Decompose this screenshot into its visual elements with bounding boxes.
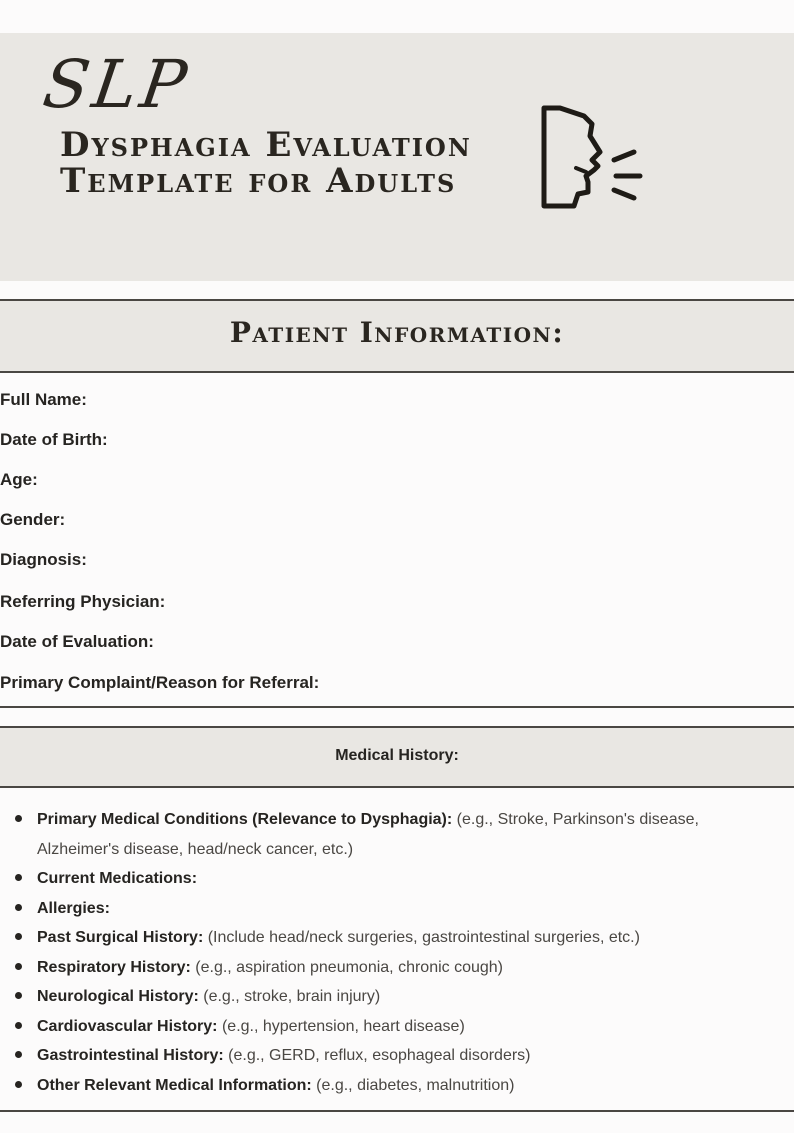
divider — [0, 786, 794, 788]
medical-history-list — [0, 805, 780, 1100]
divider — [0, 706, 794, 708]
item-label: Current Medications: — [37, 870, 198, 887]
item-label: Neurological History: — [37, 988, 199, 1005]
list-item — [0, 894, 780, 924]
item-detail: (e.g., diabetes, malnutrition) — [311, 1076, 515, 1094]
field-full-name: Full Name: — [0, 390, 87, 409]
field-gender: Gender: — [0, 510, 66, 529]
medical-history-heading: Medical History: — [335, 747, 459, 764]
item-detail: (e.g., GERD, reflux, esophageal disorders) — [223, 1047, 531, 1064]
item-detail: (Include head/neck surgeries, gastrointestinal surgeries, etc.) — [203, 929, 640, 946]
item-detail: (e.g., aspiration pneumonia, chronic cough) — [190, 958, 504, 976]
list-item — [0, 1041, 780, 1071]
list-item — [0, 1012, 780, 1042]
field-age: Age: — [0, 470, 38, 489]
list-item — [0, 864, 780, 894]
divider — [0, 371, 794, 373]
document-title-line2: Template for Adults — [60, 161, 457, 201]
slp-logo-text: SLP — [38, 46, 195, 123]
field-primary-complaint: Primary Complaint/Reason for Referral: — [0, 673, 320, 692]
list-item — [0, 805, 780, 864]
field-date-of-evaluation: Date of Evaluation: — [0, 632, 154, 651]
list-item — [0, 923, 780, 953]
divider — [0, 1110, 794, 1112]
list-item — [0, 1071, 780, 1101]
field-date-of-birth: Date of Birth: — [0, 430, 108, 449]
item-detail: (e.g., hypertension, heart disease) — [217, 1017, 465, 1035]
list-item — [0, 982, 780, 1012]
item-label: Respiratory History: — [37, 958, 191, 976]
item-label: Allergies: — [37, 899, 110, 917]
item-label: Other Relevant Medical Information: — [37, 1076, 312, 1094]
item-label: Primary Medical Conditions (Relevance to Dysphagia): — [37, 811, 453, 828]
item-label: Gastrointestinal History: — [37, 1047, 224, 1064]
patient-info-heading: Patient Information: — [229, 316, 565, 349]
item-detail: (e.g., Stroke, Parkinson's disease, Alzheimer's disease, head/neck cancer, etc.) — [37, 811, 699, 858]
speaking-head-icon — [540, 104, 644, 210]
item-label: Cardiovascular History: — [37, 1017, 218, 1035]
field-referring-physician: Referring Physician: — [0, 592, 166, 611]
field-diagnosis: Diagnosis: — [0, 550, 87, 569]
item-label: Past Surgical History: — [37, 929, 204, 946]
document-title-line1: Dysphagia Evaluation — [60, 125, 472, 165]
item-detail: (e.g., stroke, brain injury) — [198, 988, 381, 1005]
list-item — [0, 953, 780, 983]
